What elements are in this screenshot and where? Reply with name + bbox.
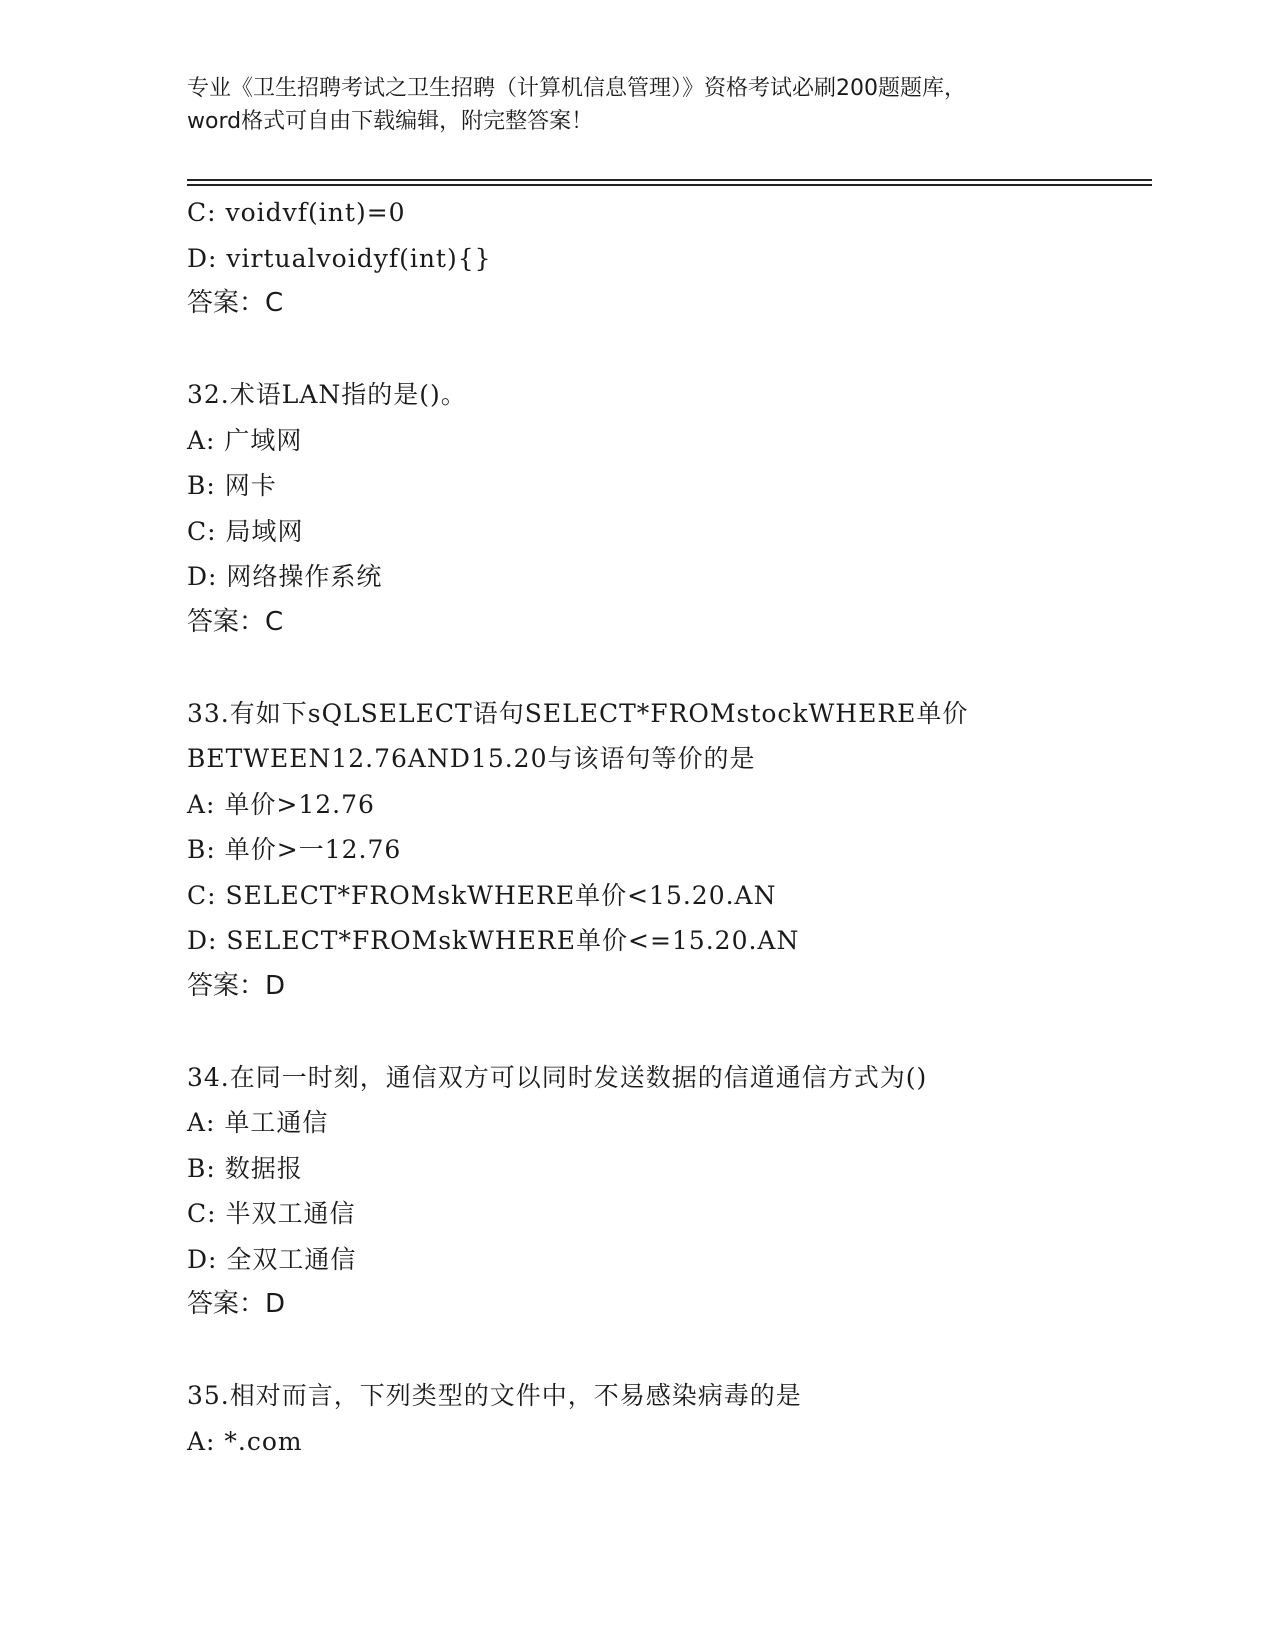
option-a: A: 单工通信: [187, 1108, 329, 1137]
document-header: [187, 72, 1087, 138]
option-c: C: 半双工通信: [187, 1199, 356, 1228]
answer: 答案：D: [187, 970, 286, 1001]
option-c: C: SELECT*FROMskWHERE单价<15.20.AN: [187, 880, 777, 910]
question-35: [187, 1373, 1147, 1464]
header-divider-top: [187, 179, 1152, 181]
question-list: [187, 190, 1147, 1464]
option-d: D: 网络操作系统: [187, 562, 383, 591]
header-line-1: 专业《卫生招聘考试之卫生招聘（计算机信息管理）》资格考试必刷200题题库，: [187, 76, 966, 101]
option-b: B: 网卡: [187, 471, 277, 500]
question-31-tail: [187, 190, 1147, 327]
spacer: [187, 327, 1147, 373]
question-32: [187, 372, 1147, 645]
answer: 答案：C: [187, 288, 284, 318]
question-stem: 34.在同一时刻，通信双方可以同时发送数据的信道通信方式为(): [187, 1062, 928, 1092]
answer: 答案：C: [187, 606, 284, 637]
option-b: B: 单价>一12.76: [187, 835, 402, 864]
question-stem: 32.术语LAN指的是()。: [187, 380, 467, 409]
option-a: A: *.com: [187, 1426, 303, 1456]
option-a: A: 单价>12.76: [187, 789, 375, 819]
spacer: [187, 645, 1147, 691]
question-stem: 35.相对而言，下列类型的文件中，不易感染病毒的是: [187, 1381, 802, 1410]
question-33: [187, 691, 1147, 1010]
option-d: D: 全双工通信: [187, 1244, 357, 1274]
question-stem-continued: BETWEEN12.76AND15.20与该语句等价的是: [187, 744, 756, 773]
header-divider-bottom: [187, 184, 1152, 186]
option-c: C: 局域网: [187, 516, 304, 546]
spacer: [187, 1328, 1147, 1374]
option-b: B: 数据报: [187, 1153, 303, 1183]
option-c: C: voidvf(int)=0: [187, 198, 406, 227]
question-34: [187, 1055, 1147, 1328]
option-a: A: 广域网: [187, 425, 303, 455]
answer: 答案：D: [187, 1289, 286, 1319]
question-stem: 33.有如下sQLSELECT语句SELECT*FROMstockWHERE单价: [187, 698, 969, 728]
spacer: [187, 1009, 1147, 1055]
option-d: D: virtualvoidyf(int){}: [187, 243, 492, 273]
header-line-2: word格式可自由下载编辑，附完整答案！: [187, 109, 594, 134]
option-d: D: SELECT*FROMskWHERE单价<=15.20.AN: [187, 926, 800, 955]
